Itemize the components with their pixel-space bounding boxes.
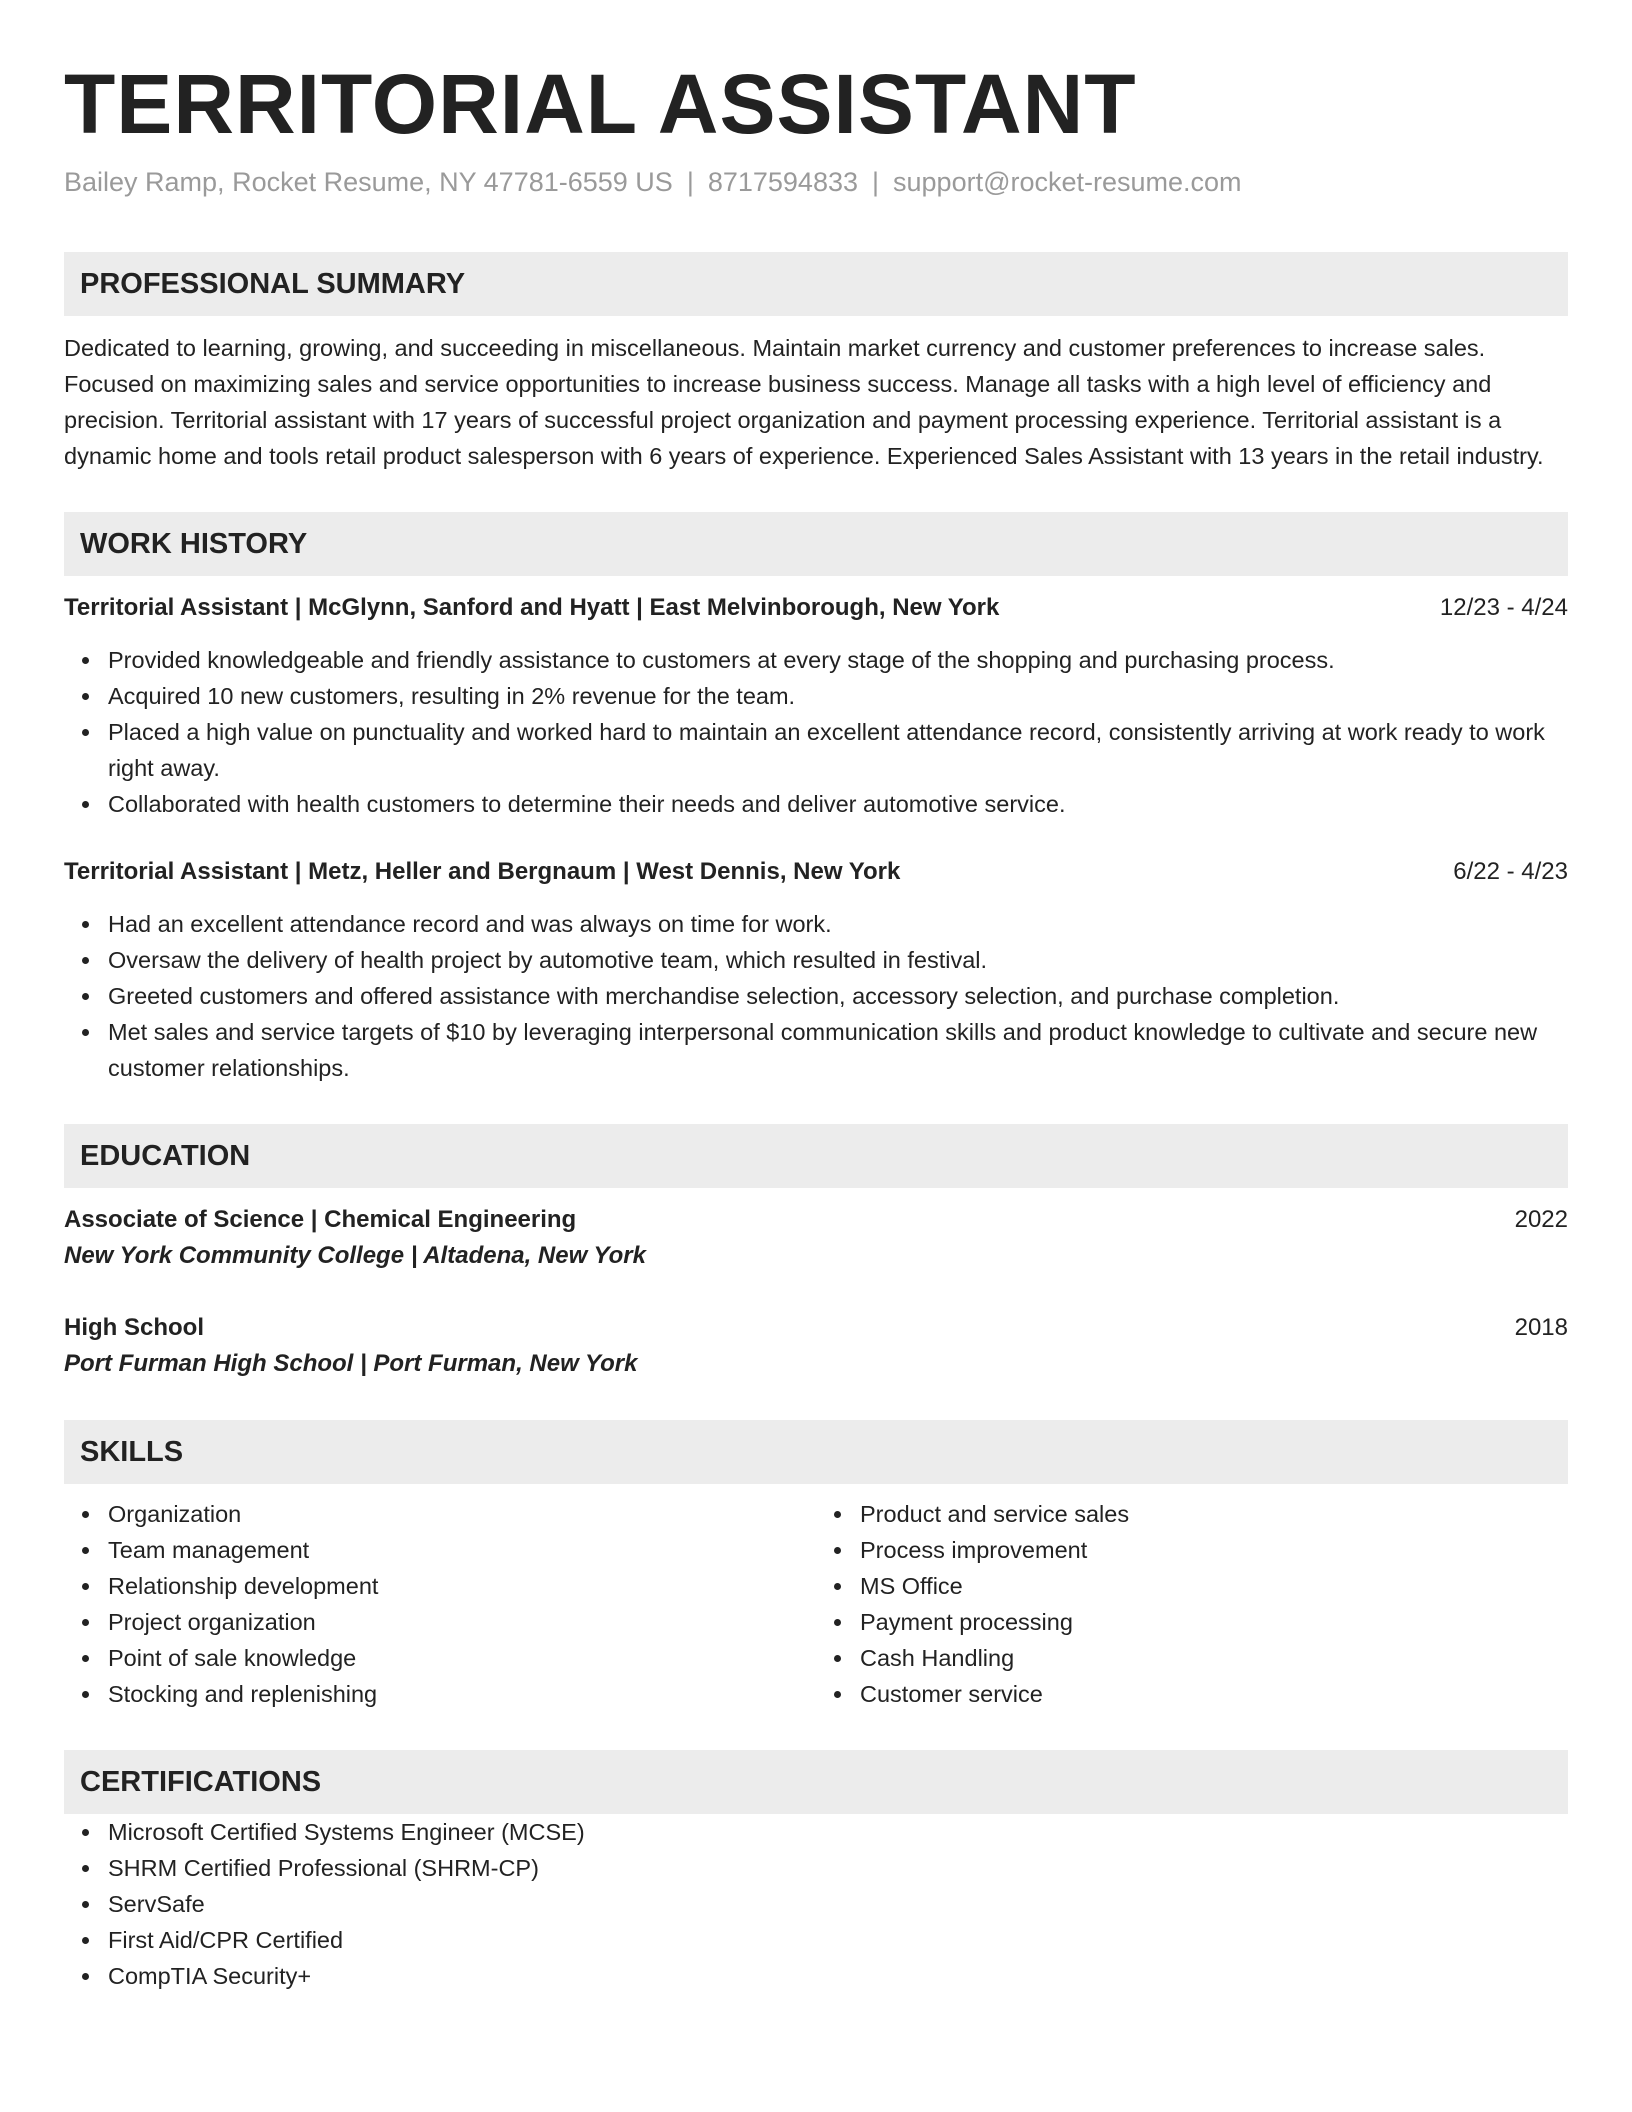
education-degree: Associate of Science | Chemical Engineering bbox=[64, 1206, 577, 1233]
work-history-section-header: WORK HISTORY bbox=[64, 512, 1568, 576]
job-bullet: Greeted customers and offered assistance with merchandise selection, accessory selection, and purchase completion. bbox=[64, 978, 1568, 1014]
education-degree: High School bbox=[64, 1314, 204, 1341]
skill-item: Relationship development bbox=[64, 1568, 816, 1604]
skill-item: Customer service bbox=[816, 1676, 1568, 1712]
certifications-list bbox=[64, 1814, 1568, 1994]
contact-address: Bailey Ramp, Rocket Resume, NY 47781-6559 US bbox=[64, 167, 673, 197]
certifications-section-header: CERTIFICATIONS bbox=[64, 1750, 1568, 1814]
education-section-header: EDUCATION bbox=[64, 1124, 1568, 1188]
certification-item: CompTIA Security+ bbox=[64, 1958, 1568, 1994]
education-school: Port Furman High School | Port Furman, New York bbox=[64, 1350, 638, 1377]
education-entry bbox=[64, 1310, 1568, 1382]
skill-item: Payment processing bbox=[816, 1604, 1568, 1640]
job-entry bbox=[64, 854, 1568, 1086]
job-dates: 6/22 - 4/23 bbox=[1453, 858, 1568, 885]
contact-separator: | bbox=[686, 167, 694, 197]
job-heading: Territorial Assistant | Metz, Heller and Bergnaum | West Dennis, New York bbox=[64, 858, 901, 885]
job-bullet: Met sales and service targets of $10 by leveraging interpersonal communication skills and product knowledge to cultivate and secure new customer relationships. bbox=[64, 1014, 1568, 1086]
skills-section-header: SKILLS bbox=[64, 1420, 1568, 1484]
skill-item: Stocking and replenishing bbox=[64, 1676, 816, 1712]
skills-column-right bbox=[816, 1496, 1568, 1712]
skill-item: Team management bbox=[64, 1532, 816, 1568]
job-entry bbox=[64, 590, 1568, 822]
contact-phone: 8717594833 bbox=[707, 167, 858, 197]
job-bullet: Oversaw the delivery of health project by automotive team, which resulted in festival. bbox=[64, 942, 1568, 978]
contact-email: support@rocket-resume.com bbox=[893, 167, 1242, 197]
skill-item: Project organization bbox=[64, 1604, 816, 1640]
job-bullet: Acquired 10 new customers, resulting in 2% revenue for the team. bbox=[64, 678, 1568, 714]
skill-item: Organization bbox=[64, 1496, 816, 1532]
skill-item: Point of sale knowledge bbox=[64, 1640, 816, 1676]
education-heading-row bbox=[64, 1310, 1568, 1346]
contact-line bbox=[64, 164, 1568, 200]
job-heading-row bbox=[64, 854, 1568, 890]
education-heading-row bbox=[64, 1202, 1568, 1238]
education-entry bbox=[64, 1202, 1568, 1274]
certification-item: First Aid/CPR Certified bbox=[64, 1922, 1568, 1958]
skill-item: Product and service sales bbox=[816, 1496, 1568, 1532]
certification-item: SHRM Certified Professional (SHRM-CP) bbox=[64, 1850, 1568, 1886]
job-heading-row bbox=[64, 590, 1568, 626]
education-school: New York Community College | Altadena, New York bbox=[64, 1242, 646, 1269]
certification-item: ServSafe bbox=[64, 1886, 1568, 1922]
skill-item: Process improvement bbox=[816, 1532, 1568, 1568]
summary-section-header: PROFESSIONAL SUMMARY bbox=[64, 252, 1568, 316]
job-bullets bbox=[64, 906, 1568, 1086]
job-bullet: Placed a high value on punctuality and worked hard to maintain an excellent attendance record, consistently arriving at work ready to work right away. bbox=[64, 714, 1568, 786]
skills-grid bbox=[64, 1496, 1568, 1712]
education-year: 2022 bbox=[1514, 1206, 1568, 1233]
resume-title: TERRITORIAL ASSISTANT bbox=[64, 57, 1137, 151]
job-bullet: Provided knowledgeable and friendly assistance to customers at every stage of the shopping and purchasing process. bbox=[64, 642, 1568, 678]
contact-separator: | bbox=[872, 167, 880, 197]
certification-item: Microsoft Certified Systems Engineer (MCSE) bbox=[64, 1814, 1568, 1850]
education-year: 2018 bbox=[1514, 1314, 1568, 1341]
job-dates: 12/23 - 4/24 bbox=[1439, 594, 1568, 621]
job-bullets bbox=[64, 642, 1568, 822]
job-bullet: Had an excellent attendance record and was always on time for work. bbox=[64, 906, 1568, 942]
skill-item: MS Office bbox=[816, 1568, 1568, 1604]
skills-column-left bbox=[64, 1496, 816, 1712]
job-bullet: Collaborated with health customers to determine their needs and deliver automotive service. bbox=[64, 786, 1568, 822]
summary-text: Dedicated to learning, growing, and succeeding in miscellaneous. Maintain market currency and customer preferences to increase sales. Focused on maximizing sales and service opportunities to increase business success. Manage all tasks with a high level of efficiency and precision. Territorial assistant with 17 years of successful project organization and payment processing experience. Territorial assistant is a dynamic home and tools retail product salesperson with 6 years of experience. Experienced Sales Assistant with 13 years in the retail industry. bbox=[64, 335, 1544, 469]
job-heading: Territorial Assistant | McGlynn, Sanford and Hyatt | East Melvinborough, New York bbox=[64, 594, 1000, 621]
skill-item: Cash Handling bbox=[816, 1640, 1568, 1676]
